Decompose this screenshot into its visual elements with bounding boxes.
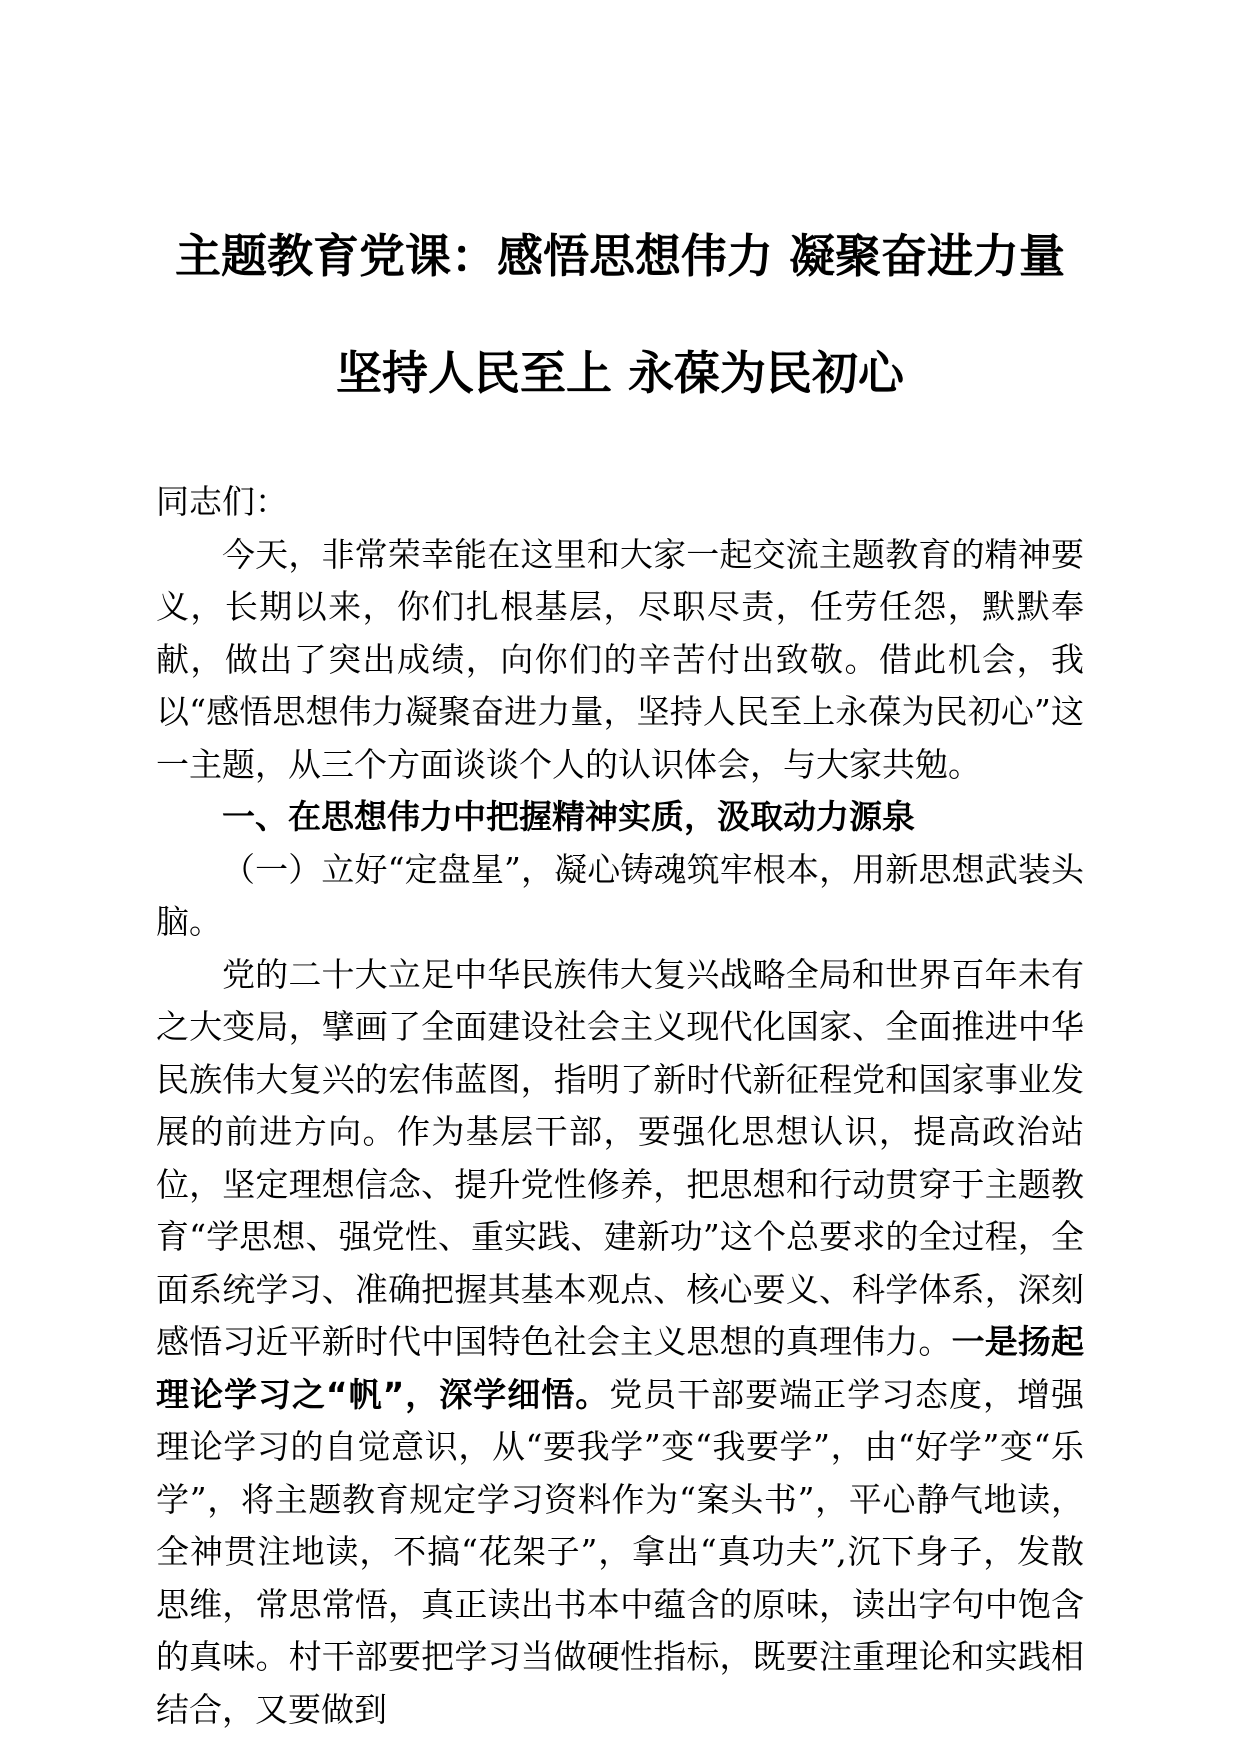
paragraph-text: 党的二十大立足中华民族伟大复兴战略全局和世界百年未有之大变局，擘画了全面建设社会主义现代化国家、全面推进中华民族伟大复兴的宏伟蓝图，指明了新时代新征程党和国家事业发展的前进方向。作为基层干部，要强化思想认识，提高政治站位，坚定理想信念、提升党性修养，把思想和行动贯穿于主题教育“学思想、强党性、重实践、建新功”这个总要求的全过程，全面系统学习、准确把握其基本观点、核心要义、科学体系，深刻感悟习近平新时代中国特色社会主义思想的真理伟力。: [156, 954, 1084, 1361]
body-paragraph-1: [156, 949, 1084, 1737]
subsection-heading-1: （一）立好“定盘星”，凝心铸魂筑牢根本，用新思想武装头脑。: [156, 849, 1084, 941]
document-body: [156, 476, 1084, 1736]
document-title-line-2: 坚持人民至上 永葆为民初心: [335, 346, 904, 400]
paragraph-text: 党员干部要端正学习态度，增强理论学习的自觉意识，从“要我学”变“我要学”，由“好学”变“乐学”，将主题教育规定学习资料作为“案头书”，平心静气地读，全神贯注地读，不搞“花架子”，拿出“真功夫”,沉下身子，发散思维，常思常悟，真正读出书本中蕴含的原味，读出字句中饱含的真味。村干部要把学习当做硬性指标，既要注重理论和实践相结合，又要做到: [156, 1374, 1084, 1729]
document-title-line-1: 主题教育党课：感悟思想伟力 凝聚奋进力量: [174, 229, 1065, 283]
intro-paragraph: 今天，非常荣幸能在这里和大家一起交流主题教育的精神要义，长期以来，你们扎根基层，尽职尽责，任劳任怨，默默奉献，做出了突出成绩，向你们的辛苦付出致敬。借此机会，我以“感悟思想伟力凝聚奋进力量，坚持人民至上永葆为民初心”这一主题，从三个方面谈谈个人的认识体会，与大家共勉。: [156, 534, 1084, 784]
salutation: 同志们：: [156, 482, 288, 521]
section-heading-1: 一、在思想伟力中把握精神实质，汲取动力源泉: [222, 797, 915, 836]
bold-point: 一是扬起理论学习之“帆”，深学细悟。: [156, 1322, 1085, 1414]
